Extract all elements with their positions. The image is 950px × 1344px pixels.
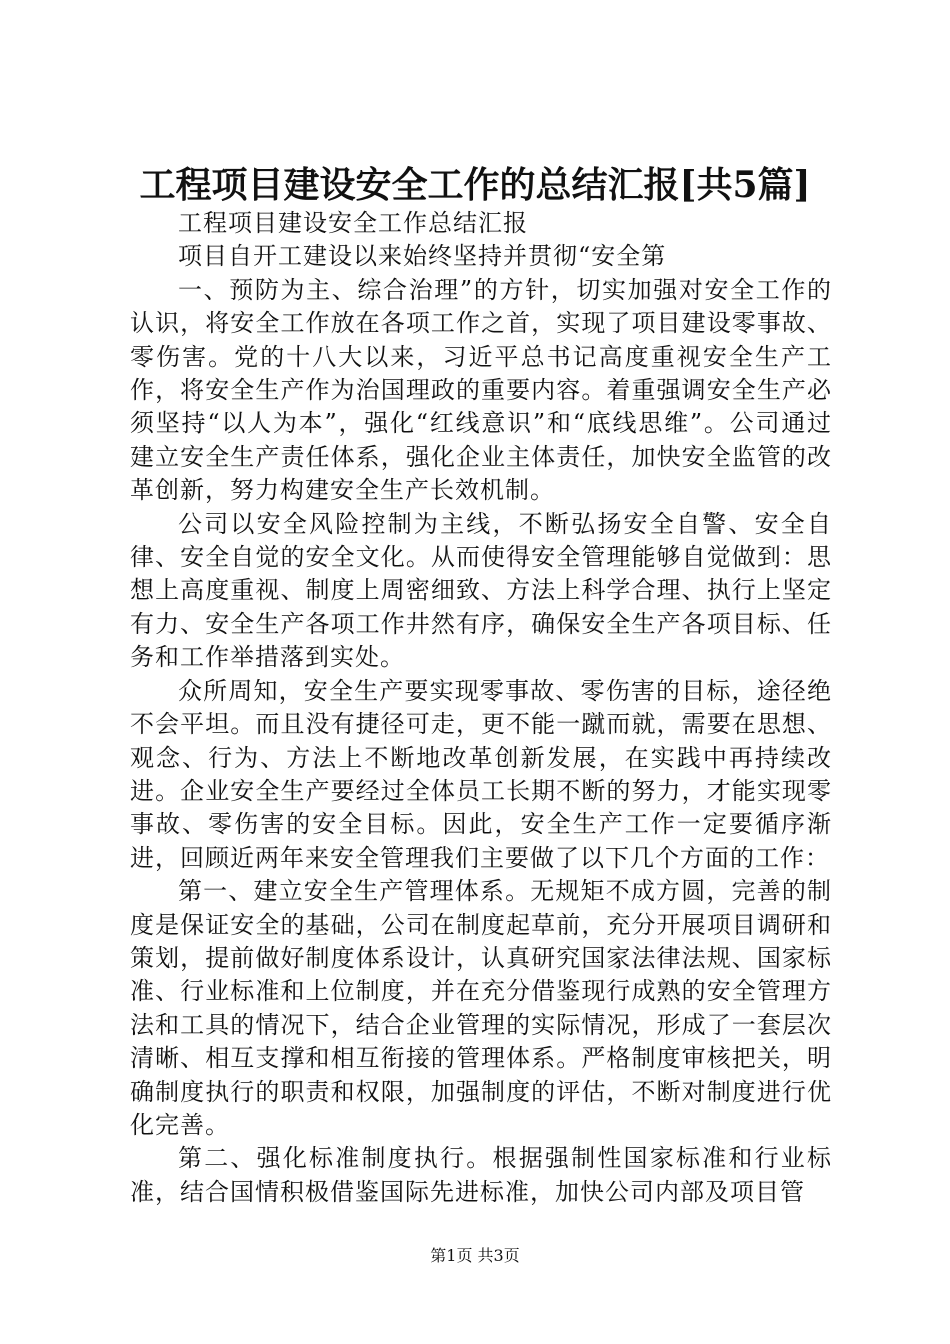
document-body xyxy=(130,207,832,1209)
paragraph: 项目自开工建设以来始终坚持并贯彻“安全第 xyxy=(178,242,667,271)
paragraph: 工程项目建设安全工作总结汇报 xyxy=(178,209,528,237)
document-title: 工程项目建设安全工作的总结汇报[共5篇] xyxy=(139,164,811,206)
paragraph: 众所周知，安全生产要实现零事故、零伤害的目标，途径绝不会平坦。而且没有捷径可走，更不能一蹴而就，需要在思想、观念、行为、方法上不断地改革创新发展，在实践中再持续改进。企业安全生产要经过全体员工长期不断的努力，才能实现零事故、零伤害的安全目标。因此，安全生产工作一定要循序渐进，回顾近两年来安全管理我们主要做了以下几个方面的工作： xyxy=(130,676,832,872)
paragraph: 公司以安全风险控制为主线，不断弘扬安全自警、安全自律、安全自觉的安全文化。从而使得安全管理能够自觉做到：思想上高度重视、制度上周密细致、方法上科学合理、执行上坚定有力、安全生产各项工作井然有序，确保安全生产各项目标、任务和工作举措落到实处。 xyxy=(130,509,832,672)
page-footer: 第1页 共3页 xyxy=(430,1246,520,1265)
paragraph: 第二、强化标准制度执行。根据强制性国家标准和行业标准，结合国情积极借鉴国际先进标准，加快公司内部及项目管 xyxy=(130,1144,832,1206)
paragraph: 第一、建立安全生产管理体系。无规矩不成方圆，完善的制度是保证安全的基础，公司在制度起草前，充分开展项目调研和策划，提前做好制度体系设计，认真研究国家法律法规、国家标准、行业标准和上位制度，并在充分借鉴现行成熟的安全管理方法和工具的情况下，结合企业管理的实际情况，形成了一套层次清晰、相互支撑和相互衔接的管理体系。严格制度审核把关，明确制度执行的职责和权限，加强制度的评估，不断对制度进行优化完善。 xyxy=(130,877,832,1139)
paragraph: 一、预防为主、综合治理”的方针，切实加强对安全工作的认识，将安全工作放在各项工作之首，实现了项目建设零事故、零伤害。党的十八大以来，习近平总书记高度重视安全生产工作，将安全生产作为治国理政的重要内容。着重强调安全生产必须坚持“以人为本”，强化“红线意识”和“底线思维”。公司通过建立安全生产责任体系，强化企业主体责任，加快安全监管的改革创新，努力构建安全生产长效机制。 xyxy=(130,275,832,505)
